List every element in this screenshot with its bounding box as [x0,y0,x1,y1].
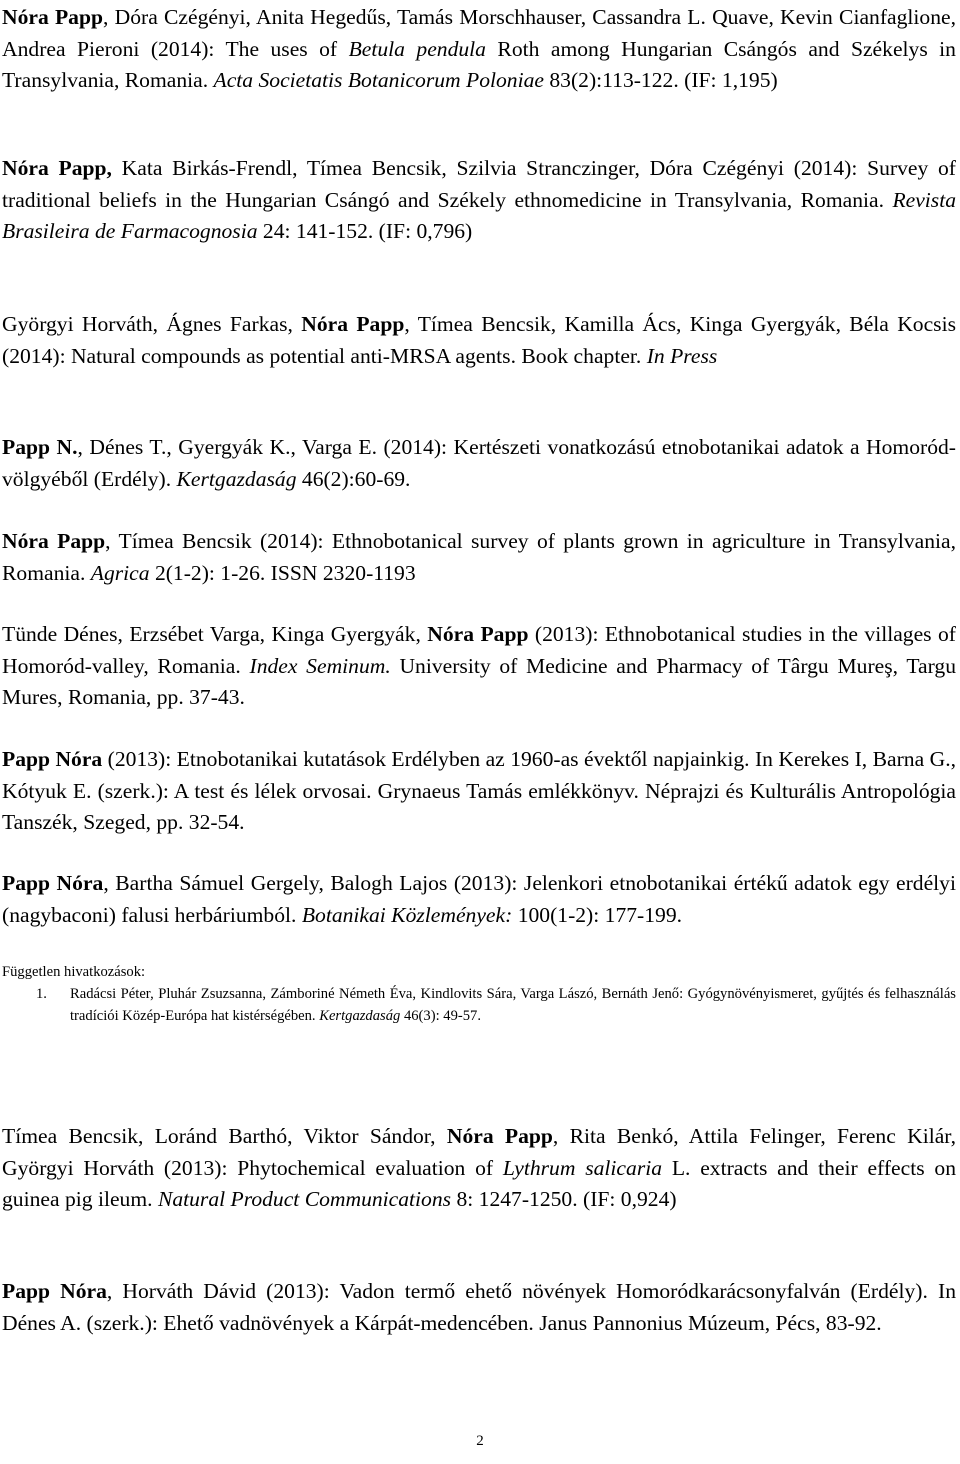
reference-text: Tímea Bencsik, Loránd Barthó, Viktor Sándor, [2,1124,447,1148]
reference-text: Kata Birkás-Frendl, Tímea Bencsik, Szilvia Stranczinger, Dóra Czégényi (2014): Survey of traditional beliefs in the Hungarian Csángó and Székely ethnomedicine in Transylvania, Romania. [2,156,956,212]
author-highlight: Nóra Papp [301,312,405,336]
reference-text: , Tímea Bencsik (2014): Ethnobotanical survey of plants grown in agriculture in Transylvania, Romania. [2,529,956,585]
reference-text: 24: 141-152. (IF: 0,796) [257,219,473,243]
reference-text: Györgyi Horváth, Ágnes Farkas, [2,312,302,336]
reference-entry [2,868,956,931]
reference-text: 46(3): 49-57. [400,1008,481,1024]
reference-text: , Dóra Czégényi, Anita Hegedűs, Tamás Morschhauser, Cassandra L. Quave, Kevin Cianfaglione, Andrea Pieroni (2014): The uses of [2,5,956,61]
reference-text: , Rita Benkó, Attila Felinger, Ferenc Kilár, Györgyi Horváth (2013): Phytochemical evaluation of [2,1124,956,1180]
italic-title: Acta Societatis Botanicorum Poloniae [213,68,544,92]
author-highlight: Papp Nóra [2,871,104,895]
italic-title: Agrica [90,560,150,585]
reference-text: 8: 1247-1250. (IF: 0,924) [451,1187,677,1211]
reference-entry [2,1121,956,1216]
italic-title: Betula pendula [348,36,486,61]
author-highlight: Nóra Papp [427,622,529,646]
reference-text: Radácsi Péter, Pluhár Zsuzsanna, Zámboriné Németh Éva, Kindlovits Sára, Varga Lászó, Bernáth Jenő: Gyógynövényismeret, gyűjtés és felhasználás tradíciói Közép-Európa hat kistérségében. [70,986,956,1024]
reference-text: , Dénes T., Gyergyák K., Varga E. (2014): Kertészeti vonatkozású etnobotanikai adatok a Homoród-völgyéből (Erdély). [2,435,956,491]
reference-entry [2,1276,956,1339]
author-highlight: Nóra Papp, [2,156,112,180]
reference-text: L. extracts and their effects on guinea pig ileum. [2,1155,956,1211]
reference-text: 46(2):60-69. [296,466,411,491]
reference-entry [2,744,956,839]
italic-title: Kertgazdaság [319,1008,401,1024]
reference-text: , Tímea Bencsik, Kamilla Ács, Kinga Gyergyák, Béla Kocsis (2014): Natural compounds as potential anti-MRSA agents. Book chapter. [2,312,956,368]
author-highlight: Papp Nóra [2,1279,107,1303]
author-highlight: Nóra Papp [446,1124,553,1148]
italic-title: Kertgazdaság [176,466,297,491]
reference-entry [2,432,956,495]
reference-entry [2,2,956,97]
italic-title: Botanikai Közlemények: [301,902,513,927]
reference-text: University of Medicine and Pharmacy of Târgu Mureş, Targu Mures, Romania, pp. 37-43. [2,653,957,709]
reference-text: Tünde Dénes, Erzsébet Varga, Kinga Gyergyák, [2,622,428,646]
italic-title: Lythrum salicaria [502,1155,663,1180]
reference-text: 100(1-2): 177-199. [512,902,683,927]
reference-entry [2,526,956,589]
reference-text: (2013): Etnobotanikai kutatások Erdélyben az 1960-as évektől napjainkig. In Kerekes I, Barna G., Kótyuk E. (szerk.): A test és lélek orvosai. Grynaeus Tamás emlékkönyv. Néprajzi és Kulturális Antropológia Tanszék, Szeged, pp. 32-54. [2,747,956,834]
author-highlight: Nóra Papp [2,5,103,29]
reference-text: , Bartha Sámuel Gergely, Balogh Lajos (2013): Jelenkori etnobotanikai értékű adatok egy erdélyi (nagybaconi) falusi herbáriumból. [2,871,956,927]
reference-entry [2,309,956,372]
reference-entry [2,619,956,714]
author-highlight: Papp Nóra [2,747,103,771]
reference-text: 2(1-2): 1-26. ISSN 2320-1193 [149,560,416,585]
citation-list-item [36,983,956,1027]
page-number: 2 [476,1433,484,1449]
italic-title: Revista Brasileira de Farmacognosia [2,187,956,243]
reference-text: (2013): Ethnobotanical studies in the villages of Homoród-valley, Romania. [2,622,956,678]
author-highlight: Nóra Papp [2,529,106,553]
citation-number: 1. [36,986,47,1002]
citation-text [70,983,956,1027]
italic-title: Index Seminum. [249,653,391,678]
italic-title: In Press [646,343,718,368]
reference-entry [2,153,956,248]
author-highlight: Papp N. [2,435,78,459]
reference-text: Roth among Hungarian Csángós and Székelys in Transylvania, Romania. [2,36,956,92]
reference-text: 83(2):113-122. (IF: 1,195) [543,68,778,92]
independent-citations-heading: Független hivatkozások: [2,964,146,980]
italic-title: Natural Product Communications [157,1187,452,1211]
reference-text: , Horváth Dávid (2013): Vadon termő ehető növények Homoródkarácsonyfalván (Erdély). In Dénes A. (szerk.): Ehető vadnövények a Kárpát-medencében. Janus Pannonius Múzeum, Pécs, 83-92. [2,1279,956,1335]
